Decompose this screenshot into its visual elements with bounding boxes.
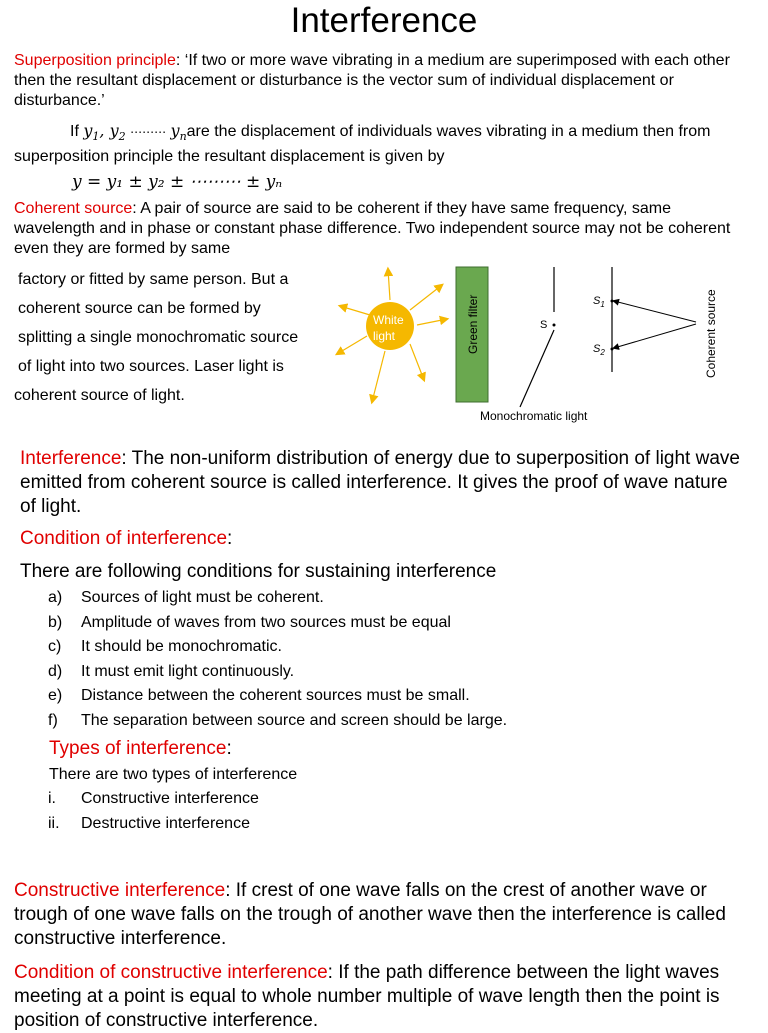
superposition-label: Superposition principle	[14, 52, 176, 69]
interference-text: : The non-uniform distribution of energy due to superposition of light wave emitted from coherent source is called interference. It gives the proof of wave nature of light.	[20, 448, 740, 517]
list-item: f) The separation between source and screen should be large.	[48, 711, 508, 729]
y2-symbol: $y_2$	[109, 121, 126, 144]
types-intro: There are two types of interference	[49, 766, 298, 783]
coherent-line: coherent source can be formed by	[18, 300, 261, 317]
coherent-line: factory or fitted by same person. But a	[18, 271, 289, 288]
types-colon: :	[226, 738, 232, 759]
coherent-paragraph	[14, 199, 744, 259]
coherent-label: Coherent source	[14, 200, 133, 217]
types-heading	[49, 737, 232, 761]
superposition-if-paragraph: If $y_1$, $y_2$ ⋯⋯⋯ $y_nare$ the displacement of individuals waves vibrating in a medium then from superposition principle the resultant displacement is given by	[14, 121, 711, 166]
constructive-paragraph	[14, 879, 758, 951]
constructive-condition-text: : If the path difference between the light waves meeting at a point is equal to whole number multiple of wave length then the point is position of constructive interference.	[14, 962, 720, 1031]
condition-label: Condition of interference	[20, 528, 228, 549]
types-list	[48, 787, 688, 836]
condition-colon: :	[227, 528, 233, 549]
constructive-condition-paragraph	[14, 961, 758, 1033]
constructive-text: : If crest of one wave falls on the crest of another wave or trough of one wave falls on the trough of another wave then the interference is called constructive interference.	[14, 880, 726, 949]
condition-list	[48, 586, 688, 733]
list-item: i. Constructive interference	[48, 790, 259, 807]
coherent-source-label: Coherent source	[704, 289, 718, 378]
constructive-condition-label: Condition of constructive interference	[14, 962, 328, 983]
s1-label: $S_1$	[593, 295, 605, 309]
coherent-line: coherent source of light.	[14, 387, 185, 404]
green-filter-label: Green filter	[466, 294, 480, 354]
coherent-line: splitting a single monochromatic source	[18, 329, 299, 346]
s1-point	[611, 300, 614, 303]
s2-point	[611, 348, 614, 351]
y1-symbol: $y_1$	[83, 121, 100, 144]
if-rest-text: are the displacement of individuals waves vibrating in a medium then from superposition principle the resultant displacement is given by	[14, 123, 711, 166]
list-item: c) It should be monochromatic.	[48, 638, 282, 655]
superposition-text: : ‘If two or more wave vibrating in a medium are superimposed with each other then the resultant displacement or disturbance is the vector sum of individual displacement or disturbance.’	[14, 52, 730, 109]
coherent-source-diagram	[330, 262, 750, 432]
list-item: b) Amplitude of waves from two sources must be equal	[48, 613, 451, 631]
page-title: Interference	[290, 1, 478, 40]
superposition-paragraph	[14, 51, 744, 111]
slit-s-label: S	[540, 319, 548, 331]
constructive-label: Constructive interference	[14, 880, 226, 901]
coherent-arrow-lower	[614, 324, 696, 348]
white-light-label-1: White	[373, 313, 404, 327]
interference-label: Interference	[20, 448, 122, 469]
condition-heading	[20, 527, 232, 551]
list-item: ii. Destructive interference	[48, 814, 250, 832]
coherent-arrow-upper	[614, 301, 696, 322]
list-item: d) It must emit light continuously.	[48, 662, 295, 680]
coherent-continued	[14, 270, 338, 415]
superposition-formula: y = y₁ ± y₂ ± ⋯⋯⋯ ± yₙ	[72, 172, 283, 192]
condition-intro: There are following conditions for sustaining interference	[20, 561, 497, 582]
dots: ⋯⋯⋯	[130, 125, 167, 139]
coherent-line: of light into two sources. Laser light is	[18, 358, 284, 375]
monochromatic-ray	[520, 330, 554, 407]
interference-paragraph	[20, 447, 740, 519]
s2-label: $S_2$	[593, 343, 605, 357]
if-word: If	[70, 123, 79, 140]
white-light-label-2: light	[373, 329, 396, 343]
list-item: e) Distance between the coherent sources must be small.	[48, 687, 470, 704]
types-label: Types of interference	[49, 738, 227, 759]
monochromatic-light-label: Monochromatic light	[480, 409, 588, 423]
yn-symbol: $y_n$	[170, 121, 187, 144]
list-item: a) Sources of light must be coherent.	[48, 589, 324, 606]
slit-s-point	[553, 324, 556, 327]
coherent-text: : A pair of source are said to be coherent if they have same frequency, same wavelength and in phase or constant phase difference. Two independent source may not be coherent even they are formed by same	[14, 200, 731, 257]
